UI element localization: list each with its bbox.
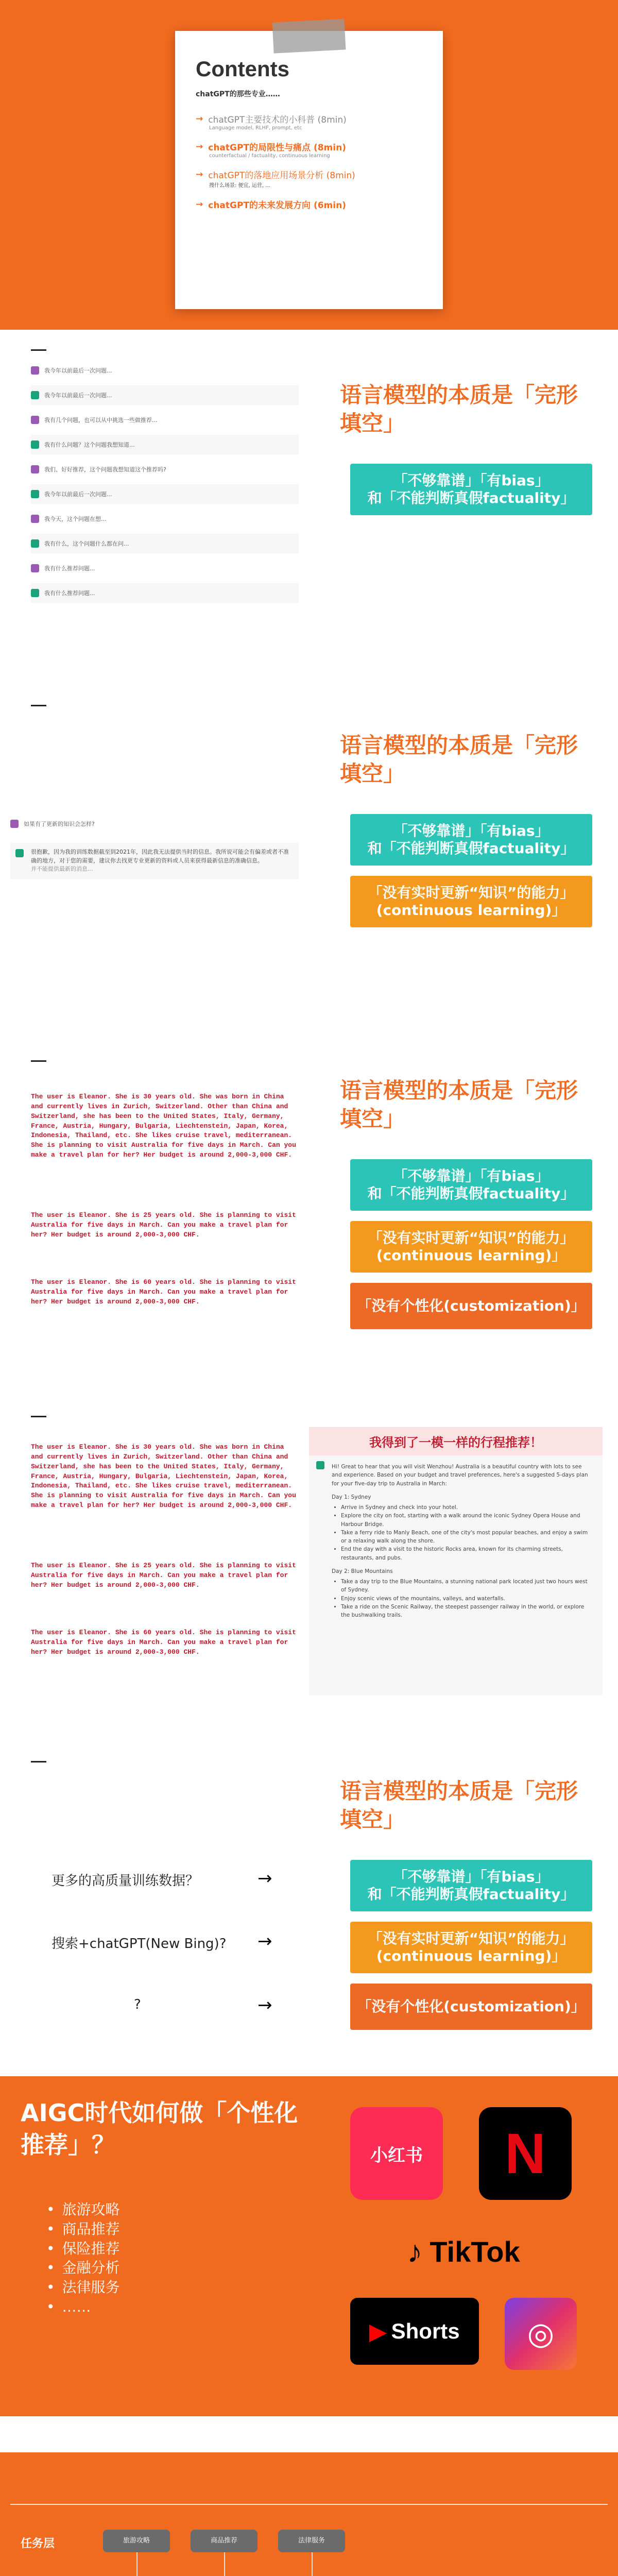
arrow-icon: → [196,141,203,152]
divider [31,705,46,706]
contents-item[interactable]: → chatGPT的局限性与痛点 (8min) counterfactual / factuality, continuous learning [196,141,346,159]
contents-card [175,31,443,309]
pill-customization: 「没有个性化(customization)」 [350,1283,592,1329]
pill-continuous-learning: 「没有实时更新“知识”的能力」 (continuous learning)」 [350,1922,592,1973]
pill-continuous-learning: 「没有实时更新“知识”的能力」 (continuous learning)」 [350,876,592,927]
arrow-icon: → [258,1868,272,1889]
question-unknown: ? [134,1997,141,2012]
chat-question: 如果有了更新的知识会怎样? [10,814,278,834]
chat-panel-2 [10,814,299,896]
chat-row: 我今年以前最后一次问题... [31,361,299,380]
slide-questions [0,1747,618,2066]
slide-chat-bias [0,335,618,675]
plan-day1: Day 1: Sydney [332,1494,371,1500]
divider [31,1416,46,1417]
netflix-logo: N [479,2107,572,2200]
arrow-icon: → [196,199,203,210]
assistant-avatar [316,1461,324,1469]
slide-same-plan [0,1401,618,1721]
pill-bias: 「不够靠谱」「有bias」 和「不能判断真假factuality」 [350,1860,592,1911]
aigc-list [46,2200,120,2317]
list-item: • Arrive in Sydney and check into your hotel. [341,1503,592,1512]
layer-task: 任务层 [21,2537,55,2550]
divider [31,349,46,351]
list-item: • Take a ferry ride to Manly Beach, one of the city's most popular beaches, and enjoy a swim or a relaxing walk along the shore. [341,1529,592,1546]
section-title: 语言模型的本质是「完形填空」 [340,1078,578,1131]
prompt-long: The user is Eleanor. She is 30 years old. She was born in China and currently lives in Zurich, Switzerland. Other than China and Switzerland, she has been to the United States, Italy, Germany, France, Austria, Hungary, Bulgaria, Liechtenstein, Japan, Korea, Indonesia, Thailand, etc. She likes cruise travel, mediterranean. She is planning to visit Australia for five days in March. Can you make a travel plan for her? Her budget is around 2,000-3,000 CHF. [31,1443,296,1510]
list-item: • Explore the city on foot, starting with a walk around the iconic Sydney Opera House and Harbour Bridge. [341,1512,592,1529]
list-item: • 金融分析 [46,2258,120,2278]
prompt-25: The user is Eleanor. She is 25 years old. She is planning to visit Australia for five days in March. Can you make a travel plan for her? Her budget is around 2,000-3,000 CHF. [31,1211,296,1239]
plan-title: 我得到了一模一样的行程推荐！ [309,1427,603,1455]
list-item: • 保险推荐 [46,2239,120,2259]
arrow-icon: → [258,1995,272,2015]
prompt-60: The user is Eleanor. She is 60 years old. She is planning to visit Australia for five days in March. Can you make a travel plan for her? Her budget is around 2,000-3,000 CHF. [31,1629,296,1656]
pill-continuous-learning: 「没有实时更新“知识”的能力」 (continuous learning)」 [350,1221,592,1273]
slide-customization [0,1046,618,1365]
prompt-long: The user is Eleanor. She is 30 years old. She was born in China and currently lives in Zurich, Switzerland. Other than China and Switzerland, she has been to the United States, Italy, Germany, France, Austria, Hungary, Bulgaria, Liechtenstein, Japan, Korea, Indonesia, Thailand, etc. She likes cruise travel, mediterranean. She is planning to visit Australia for five days in March. Can you make a travel plan for her? Her budget is around 2,000-3,000 CHF. [31,1093,296,1159]
slide-architecture [0,2452,618,2576]
contents-item[interactable]: → chatGPT的落地应用场景分析 (8min) 搜什么场景: 便宜, 运营, ... [196,169,355,189]
chat-row: 我们、好好推荐，这个问题我想知道这个推荐吗? [31,460,299,479]
arrow-icon: → [196,113,203,124]
list-item: • Take a day trip to the Blue Mountains, a stunning national park located just two hours west of Sydney. [341,1578,592,1595]
section-title: 语言模型的本质是「完形填空」 [340,1778,578,1832]
contents-item[interactable]: → chatGPT主要技术的小科普 (8min) Language model, RLHF, prompt, etc [196,113,347,131]
instagram-logo: ◎ [505,2298,577,2370]
plan-intro: Hi! Great to hear that you will visit Wenzhou! Australia is a beautiful country with lots to see and experience. Based on your budget and travel preferences, here's a suggested 5-days plan for your five-day trip to Australia in March: [332,1464,588,1487]
pill-bias: 「不够靠谱」「有bias」 和「不能判断真假factuality」 [350,1159,592,1211]
divider [31,1761,46,1762]
prompt-25: The user is Eleanor. She is 25 years old. She is planning to visit Australia for five days in March. Can you make a travel plan for her? Her budget is around 2,000-3,000 CHF. [31,1562,296,1589]
list-item: • 法律服务 [46,2278,120,2297]
contents-subtitle: chatGPT的那些专业…… [196,90,280,98]
chat-row: 我今天，这个问题在想... [31,509,299,529]
chat-row: 我有什么，这个问题什么都在问... [31,534,299,553]
chat-row: 我有几个问题，也可以从中挑选一些做推荐... [31,410,299,430]
list-item: • Take a ride on the Scenic Railway, the steepest passenger railway in the world, or explore the bushwalking trails. [341,1603,592,1620]
tape-decoration [272,19,346,53]
arrow-icon: → [258,1931,272,1952]
section-title: 语言模型的本质是「完形填空」 [340,733,578,786]
task-box: 旅游攻略 [103,2530,170,2552]
contents-item[interactable]: → chatGPT的未来发展方向 (6min) [196,199,346,211]
slide-contents [0,0,618,330]
slide-aigc [0,2076,618,2416]
pill-bias: 「不够靠谱」「有bias」 和「不能判断真假factuality」 [350,464,592,515]
pill-bias: 「不够靠谱」「有bias」 和「不能判断真假factuality」 [350,814,592,866]
list-item: • 商品推荐 [46,2219,120,2239]
pill-customization: 「没有个性化(customization)」 [350,1984,592,2030]
list-item: • Enjoy scenic views of the mountains, valleys, and waterfalls. [341,1595,592,1603]
question-search: 搜索+chatGPT(New Bing)? [52,1936,227,1952]
chat-row: 我有什么问题？这个问题我想知道... [31,435,299,454]
task-box: 法律服务 [278,2530,345,2552]
chat-row: 我有什么推荐问题... [31,558,299,578]
chat-row: 我今年以前最后一次问题... [31,385,299,405]
aigc-title: AIGC时代如何做「个性化推荐」？ [21,2099,298,2159]
slide-knowledge [0,690,618,1010]
prompt-60: The user is Eleanor. She is 60 years old. She is planning to visit Australia for five days in March. Can you make a travel plan for her? Her budget is around 2,000-3,000 CHF. [31,1278,296,1306]
task-box: 商品推荐 [191,2530,258,2552]
divider [10,2504,608,2505]
list-item: • 旅游攻略 [46,2200,120,2219]
xiaohongshu-logo: 小红书 [350,2107,443,2200]
arrow-icon: → [196,169,203,180]
chat-row: 我今年以前最后一次问题... [31,484,299,504]
chat-panel [10,355,299,665]
divider [31,1060,46,1062]
list-item: • …… [46,2297,120,2317]
contents-title: Contents [196,57,289,81]
chat-row: 我有什么推荐问题... [31,583,299,603]
chat-answer: 很抱歉，因为我的训练数据截至到2021年，因此我无法提供当时的信息。我所说可能会有偏差或者不准确的地方，对于您的需要，建议你去找更专业更新的资料或人员来获得最新信息的准确信息。 并不能提供最新的消息... [10,843,299,879]
plan-card [309,1427,603,1695]
section-title: 语言模型的本质是「完形填空」 [340,382,578,436]
tiktok-logo: ♪ TikTok [407,2234,520,2269]
plan-day2: Day 2: Blue Mountains [332,1568,393,1574]
question-data: 更多的高质量训练数据？ [52,1873,199,1889]
youtube-shorts-logo: ▶ Shorts [350,2298,479,2365]
list-item: • End the day with a visit to the historic Rocks area, known for its charming streets, restaurants, and pubs. [341,1545,592,1562]
